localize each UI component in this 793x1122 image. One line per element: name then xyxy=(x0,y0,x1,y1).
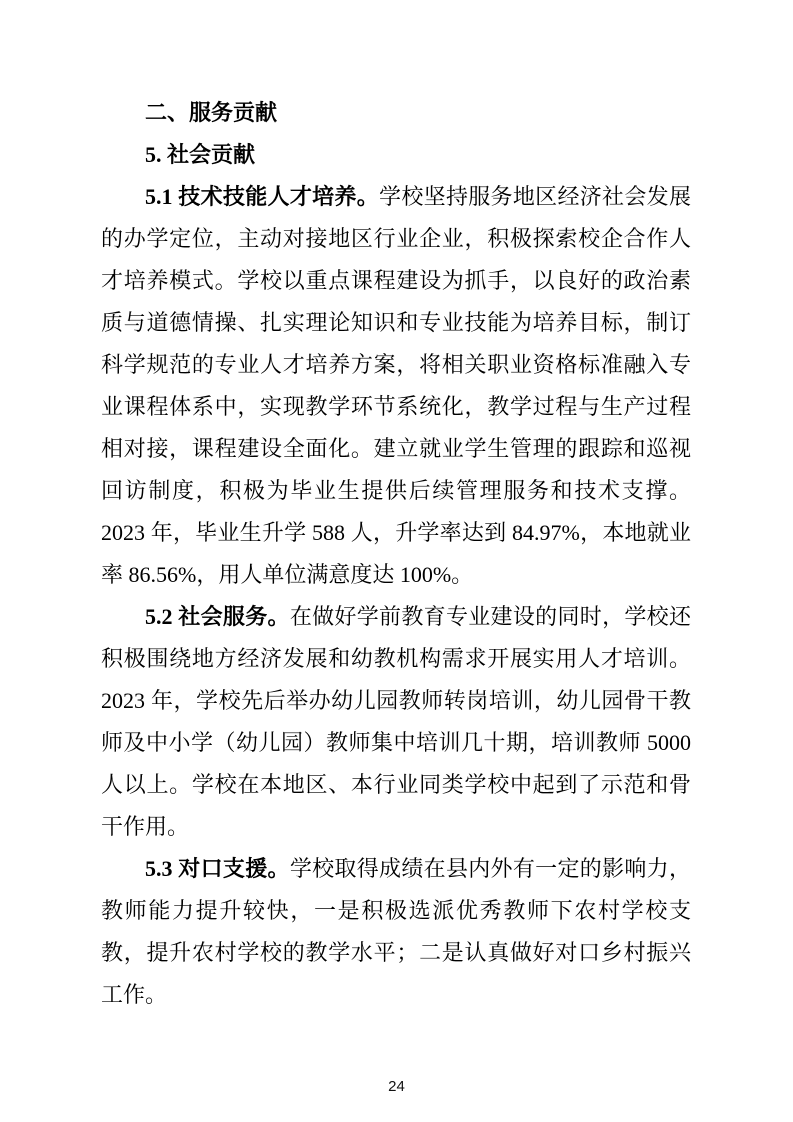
paragraph-body: 学校取得成绩在县内外有一定的影响力，教师能力提升较快，一是积极选派优秀教师下农村学校支教，提升农村学校的教学水平；二是认真做好对口乡村振兴工作。 xyxy=(101,856,691,1007)
paragraph-social-service xyxy=(101,596,691,848)
page-number: 24 xyxy=(388,1078,405,1095)
paragraph-lead: 5.2 社会服务。 xyxy=(145,604,290,629)
subsection-heading xyxy=(101,134,691,176)
paragraph-talent-cultivation xyxy=(101,176,691,596)
paragraph-body: 学校坚持服务地区经济社会发展的办学定位，主动对接地区行业企业，积极探索校企合作人才培养模式。学校以重点课程建设为抓手，以良好的政治素质与道德情操、扎实理论知识和专业技能为培养目标，制订科学规范的专业人才培养方案，将相关职业资格标准融入专业课程体系中，实现教学环节系统化，教学过程与生产过程相对接，课程建设全面化。建立就业学生管理的跟踪和巡视回访制度，积极为毕业生提供后续管理服务和技术支撑。2023 年，毕业生升学 588 人，升学率达到 84.97%，本地就业率 86.56%，用人单位满意度达 100%。 xyxy=(101,184,691,587)
page-footer xyxy=(0,1078,793,1095)
paragraph-counterpart-support xyxy=(101,848,691,1016)
document-content xyxy=(101,92,691,1016)
paragraph-lead: 5.1 技术技能人才培养。 xyxy=(145,184,380,209)
paragraph-lead: 5.3 对口支援。 xyxy=(145,856,290,881)
paragraph-body: 在做好学前教育专业建设的同时，学校还积极围绕地方经济发展和幼教机构需求开展实用人才培训。2023 年，学校先后举办幼儿园教师转岗培训，幼儿园骨干教师及中小学（幼儿园）教师集中培训几十期，培训教师 5000 人以上。学校在本地区、本行业同类学校中起到了示范和骨干作用。 xyxy=(101,604,691,839)
section-heading-text: 二、服务贡献 xyxy=(145,100,278,125)
subsection-heading-text: 5. 社会贡献 xyxy=(145,142,256,167)
section-heading xyxy=(101,92,691,134)
